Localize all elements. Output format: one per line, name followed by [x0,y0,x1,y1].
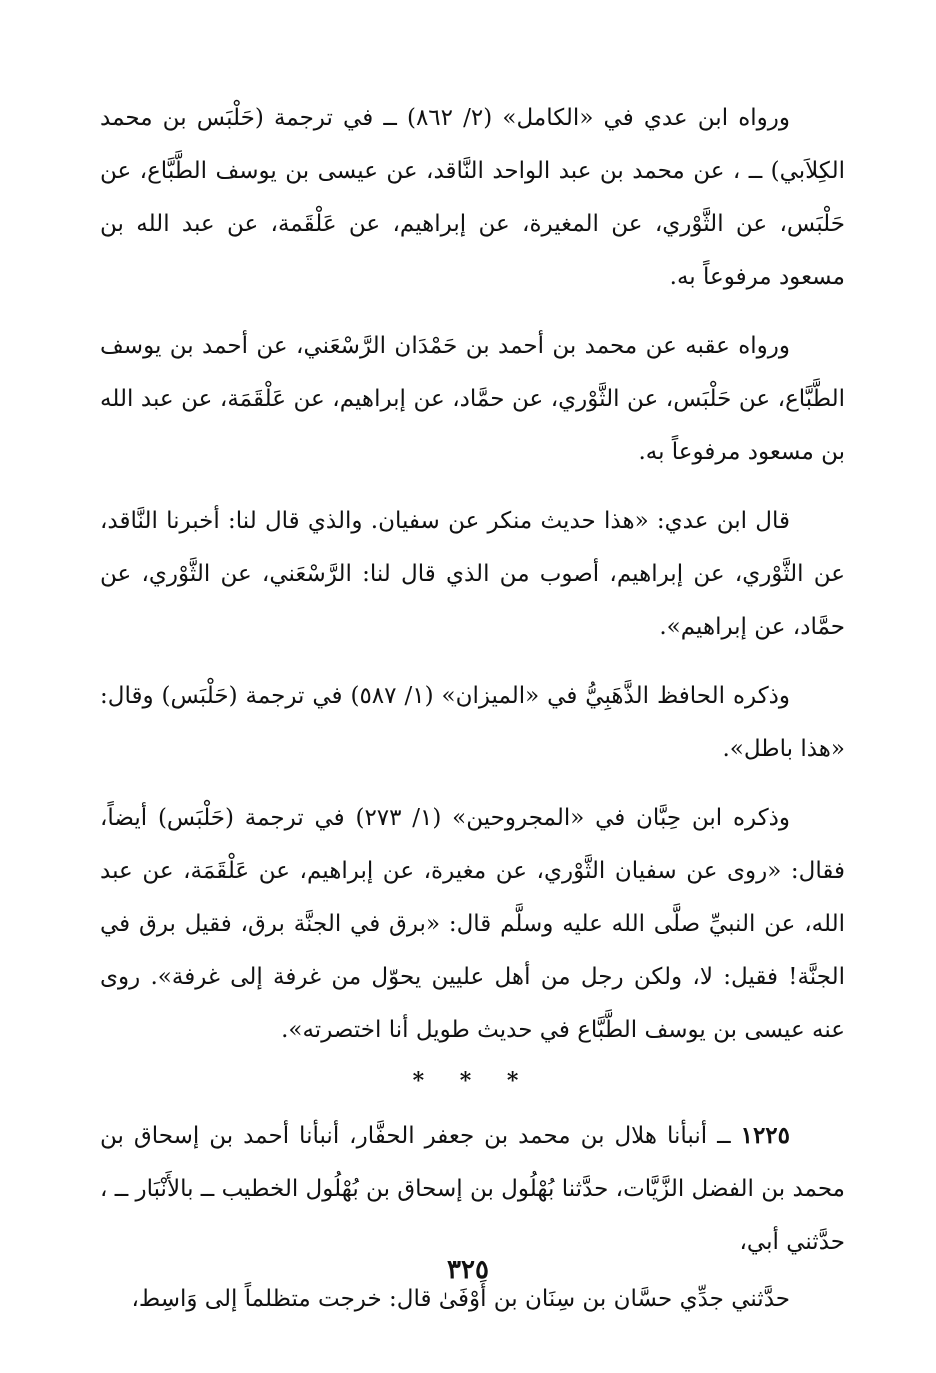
hadith-isnad: ــ أنبأنا هلال بن محمد بن جعفر الحفَّار، أنبأنا أحمد بن إسحاق بن محمد بن الفضل الزَّيَّات، حدَّثنا بُهْلُول بن إسحاق بن بُهْلُول الخطيب ــ بالأَنْبَار ــ ، حدَّثني أبي، [99,1123,845,1255]
paragraph-dhahabi-mizan: وذكره الحافظ الذَّهَبِيُّ في «الميزان» (١/ ٥٨٧) في ترجمة (حَلْبَس) وقال: «هذا باطل». [100,683,845,762]
hadith-number: ١٢٢٥ [740,1122,791,1149]
paragraph-gap [100,304,845,320]
hadith-continuation: حدَّثني جدِّي حسَّان بن سِنَان بن أَوْفَىٰ قال: خرجت متظلماً إلى وَاسِط، [131,1286,790,1312]
paragraph-ibn-adi-comment: قال ابن عدي: «هذا حديث منكر عن سفيان. والذي قال لنا: أخبرنا النَّاقد، عن الثَّوْري، عن إبراهيم، أصوب من الذي قال لنا: الرَّسْعَني، عن الثَّوْري، عن حمَّاد، عن إبراهيم». [100,508,845,640]
paragraph-gap [100,776,845,792]
paragraph-gap [100,654,845,670]
paragraph-ibn-hibban-majruhin: وذكره ابن حِبَّان في «المجروحين» (١/ ٢٧٣) في ترجمة (حَلْبَس) أيضاً، فقال: «روى عن سفيان الثَّوْري، عن مغيرة، عن إبراهيم، عن عَلْقَمَة، عن عبد الله، عن النبيِّ صلَّى الله عليه وسلَّم قال: «برق في الجنَّة برق، فقيل برق في الجنَّة! فقيل: لا، ولكن رجل من أهل عليين يحوّل من غرفة إلى غرفة». روى عنه عيسى بن يوسف الطَّبَّاع في حديث طويل أنا اختصرته». [100,805,845,1043]
paragraph-gap [100,479,845,495]
paragraph-ibn-adi-second-chain: ورواه عقبه عن محمد بن أحمد بن حَمْدَان الرَّسْعَني، عن أحمد بن يوسف الطَّبَّاع، عن حَلْبَس، عن الثَّوْري، عن حمَّاد، عن إبراهيم، عن عَلْقَمَة، عن عبد الله بن مسعود مرفوعاً به. [100,333,845,465]
section-separator: * * * [412,1068,533,1094]
paragraph-ibn-adi-kamil: ورواه ابن عدي في «الكامل» (٢/ ٨٦٢) ــ في ترجمة (حَلْبَس بن محمد الكِلاَبي) ــ ، عن محمد بن عبد الواحد النَّاقد، عن عيسى بن يوسف الطَّبَّاع، عن حَلْبَس، عن الثَّوْري، عن المغيرة، عن إبراهيم، عن عَلْقَمة، عن عبد الله بن مسعود مرفوعاً به. [100,105,845,290]
hadith-entry [100,1109,845,1269]
page-number: ٣٢٥ [447,1255,489,1285]
page-body [100,92,845,1326]
